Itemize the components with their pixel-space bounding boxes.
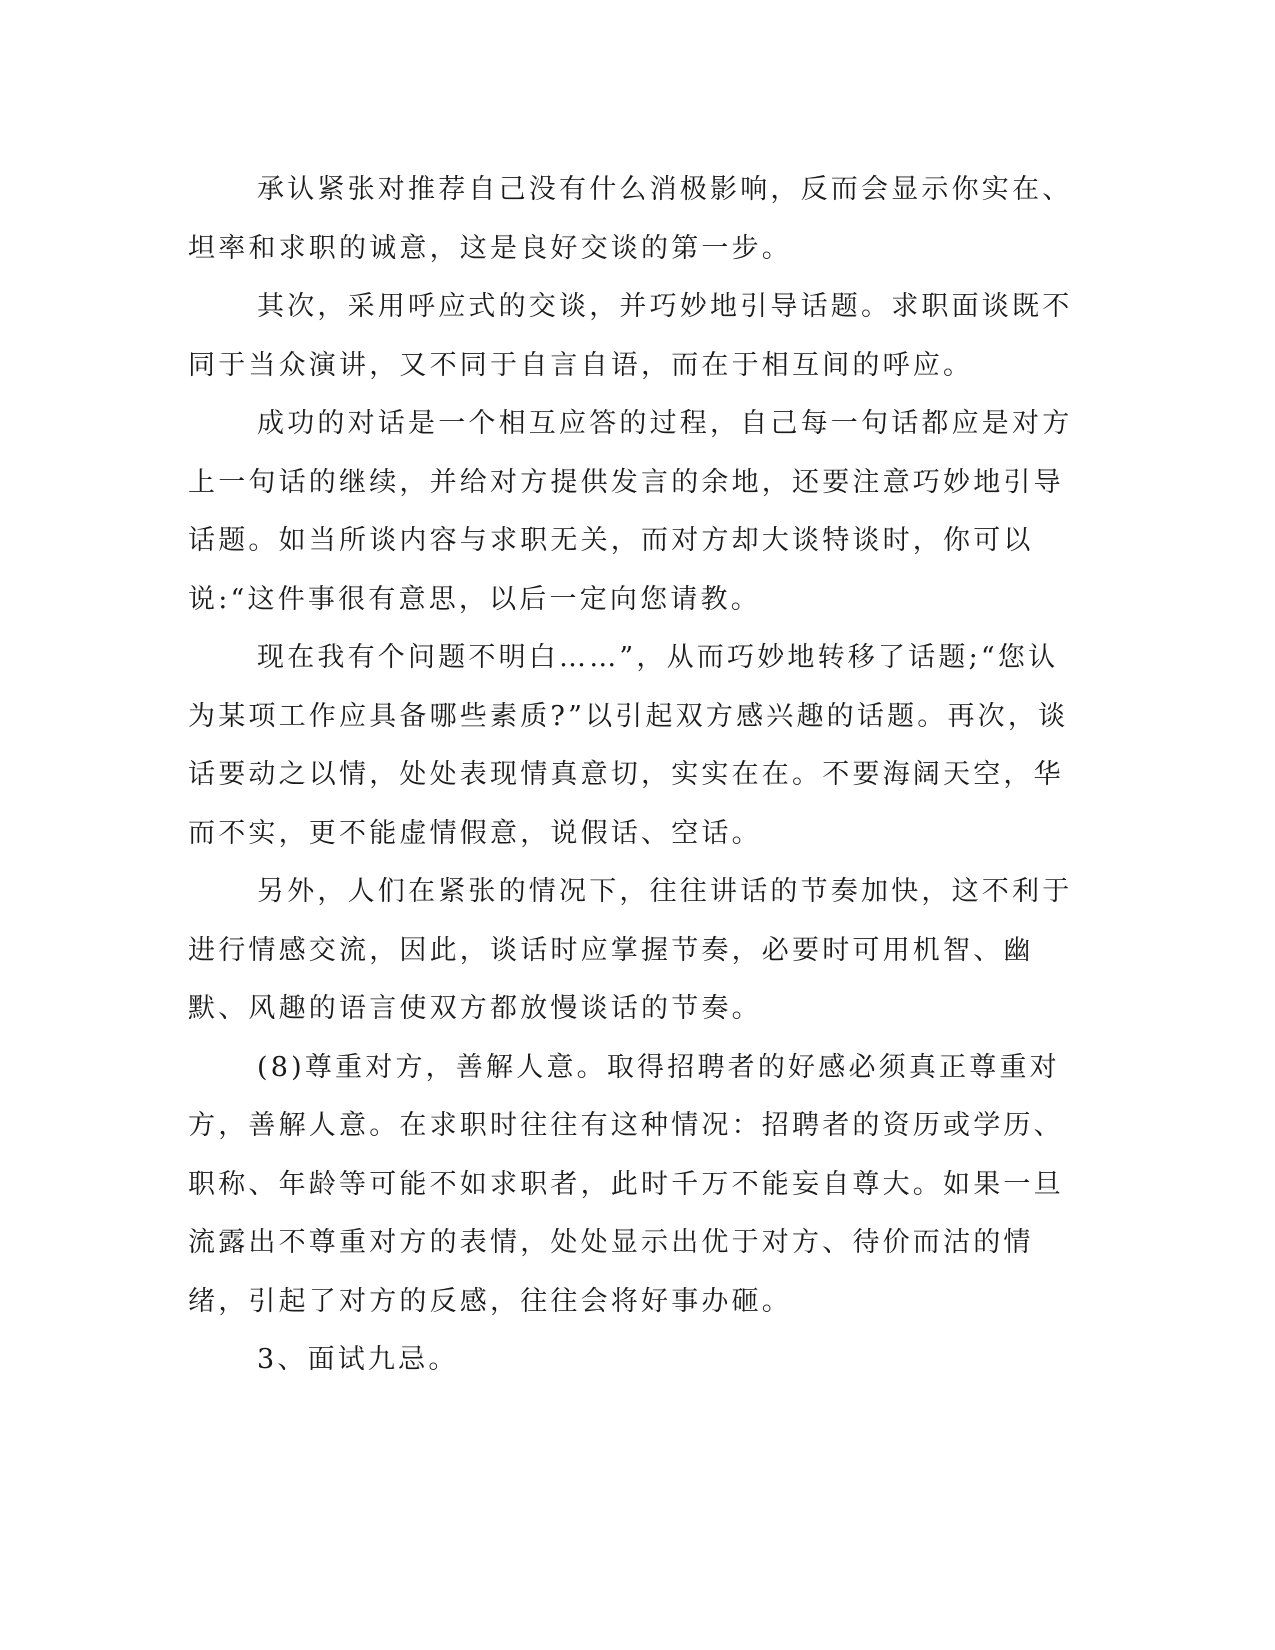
paragraph-responsive-conversation: 其次，采用呼应式的交谈，并巧妙地引导话题。求职面谈既不同于当众演讲，又不同于自言自语，而在于相互间的呼应。 bbox=[188, 291, 1073, 381]
section-heading-interview-taboos: 3、面试九忌。 bbox=[257, 1344, 459, 1375]
paragraph-successful-dialogue: 成功的对话是一个相互应答的过程，自己每一句话都应是对方上一句话的继续，并给对方提供发言的余地，还要注意巧妙地引导话题。如当所谈内容与求职无关，而对方却大谈特谈时，你可以说:“这件事很有意思，以后一定向您请教。 bbox=[188, 408, 1073, 615]
paragraph-topic-shift: 现在我有个问题不明白……”，从而巧妙地转移了话题;“您认为某项工作应具备哪些素质?”以引起双方感兴趣的话题。再次，谈话要动之以情，处处表现情真意切，实实在在。不要海阔天空，华而不实，更不能虚情假意，说假话、空话。 bbox=[188, 642, 1069, 849]
paragraph-admit-nervousness: 承认紧张对推荐自己没有什么消极影响，反而会显示你实在、坦率和求职的诚意，这是良好交谈的第一步。 bbox=[188, 174, 1073, 264]
paragraph-speech-rhythm: 另外，人们在紧张的情况下，往往讲话的节奏加快，这不利于进行情感交流，因此，谈话时应掌握节奏，必要时可用机智、幽默、风趣的语言使双方都放慢谈话的节奏。 bbox=[188, 876, 1073, 1024]
document-body bbox=[188, 161, 1078, 1390]
paragraph-respect-others: (8)尊重对方，善解人意。取得招聘者的好感必须真正尊重对方，善解人意。在求职时往往有这种情况：招聘者的资历或学历、职称、年龄等可能不如求职者，此时千万不能妄自尊大。如果一旦流露出不尊重对方的表情，处处显示出优于对方、待价而沽的情绪，引起了对方的反感，往往会将好事办砸。 bbox=[188, 1051, 1064, 1317]
